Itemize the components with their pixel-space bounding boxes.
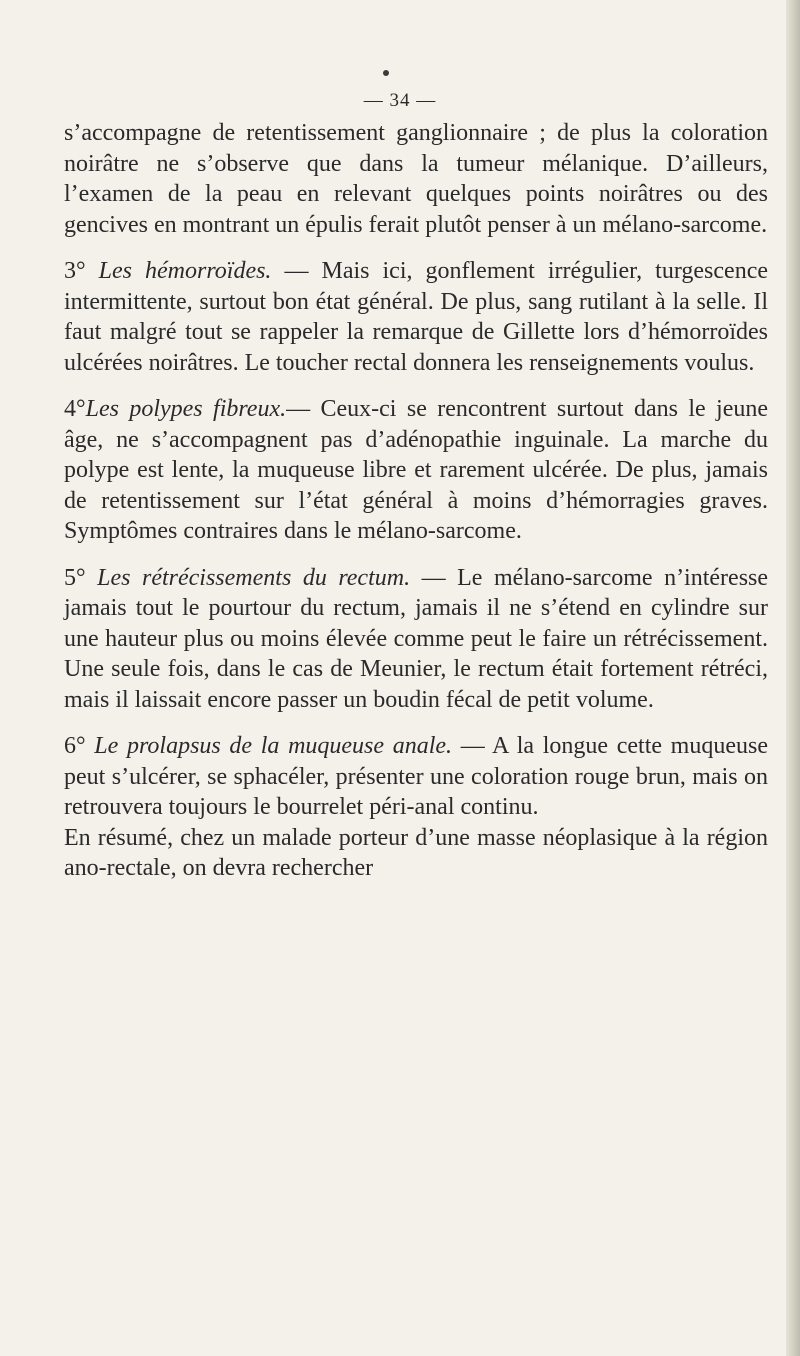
paragraph-polypes — [64, 394, 768, 547]
paragraph-hemorroides — [64, 256, 768, 378]
paragraph-heading: Les hémorroïdes. — [98, 258, 272, 284]
paragraph-1 — [64, 118, 768, 240]
page-text — [64, 118, 768, 900]
paragraph-body: — A la longue cette muqueuse peut s’ulcérer, se sphacéler, présenter une coloration rouge brun, mais on retrouvera toujours le bourrelet péri-anal continu. — [64, 733, 768, 820]
paragraph-number: 6° — [64, 733, 86, 759]
paragraph-body: — Le mélano-sarcome n’intéresse jamais tout le pourtour du rectum, jamais il ne s’étend en cylindre sur une hauteur plus ou moins élevée comme peut le faire un rétrécissement. Une seule fois, dans le cas de Meunier, le rectum était fortement rétréci, mais il laissait encore passer un boudin fécal de petit volume. — [64, 564, 769, 713]
paragraph-number: 5° — [64, 564, 86, 591]
page-edge-shadow — [786, 0, 800, 1356]
paragraph-heading: Les rétrécissements du rectum. — [97, 564, 411, 591]
paragraph-prolapsus — [64, 731, 768, 823]
paragraph-resume — [64, 823, 768, 884]
page-number: — 34 — — [363, 90, 437, 111]
paragraph-number: 3° — [64, 258, 86, 284]
paragraph-body: — Mais ici, gonflement irrégulier, turgescence intermittente, surtout bon état général. De plus, sang rutilant à la selle. Il faut malgré tout se rappeler la remarque de Gillette lors d’hémorroïdes ulcérées noirâtres. Le toucher rectal donnera les renseignements voulus. — [64, 258, 768, 376]
ink-spot — [383, 70, 389, 76]
paragraph-heading: Le prolapsus de la muqueuse anale. — [94, 733, 453, 759]
paragraph-number: 4° — [64, 396, 86, 422]
paragraph-heading: Les polypes fibreux. — [85, 396, 287, 422]
paragraph-body: En résumé, chez un malade porteur d’une masse néoplasique à la région ano-rectale, on devra rechercher — [64, 824, 768, 881]
paragraph-body: s’accompagne de retentissement ganglionnaire ; de plus la coloration noirâtre ne s’observe que dans la tumeur mélanique. D’ailleurs, l’examen de la peau en relevant quelques points noirâtres ou des gencives en montrant un épulis ferait plutôt penser à un mélano-sarcome. — [64, 120, 768, 238]
paragraph-body: — Ceux-ci se rencontrent surtout dans le jeune âge, ne s’accompagnent pas d’adénopathie inguinale. La marche du polype est lente, la muqueuse libre et rarement ulcérée. De plus, jamais de retentissement sur l’état général à moins d’hémorragies graves. Symptômes contraires dans le mélano-sarcome. — [64, 396, 768, 544]
paragraph-retrecissements — [64, 563, 768, 716]
